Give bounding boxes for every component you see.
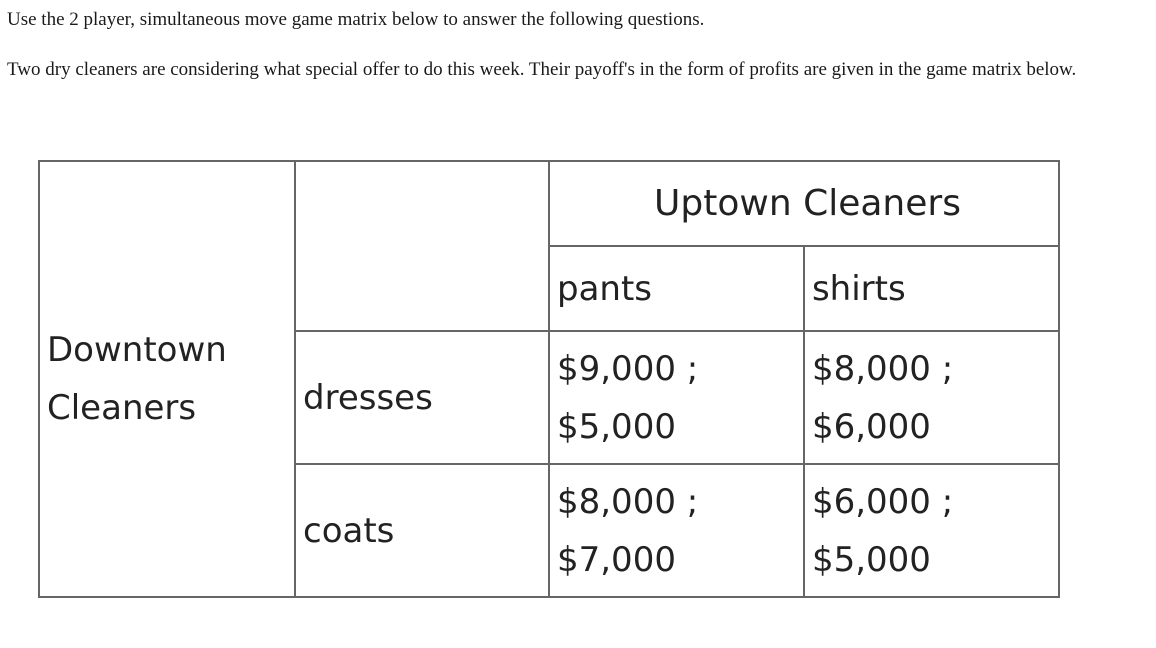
empty-corner-cell bbox=[295, 161, 549, 331]
row-player-label-line1: Downtown bbox=[47, 330, 227, 370]
payoff-downtown: $8,000 ; bbox=[556, 481, 699, 522]
payoff-downtown: $8,000 ; bbox=[811, 348, 954, 389]
row-strategy-dresses: dresses bbox=[295, 331, 549, 464]
payoff-downtown: $6,000 ; bbox=[811, 481, 954, 522]
payoff-uptown: $5,000 bbox=[556, 406, 676, 447]
question-intro: Use the 2 player, simultaneous move game matrix below to answer the following questions. bbox=[7, 9, 705, 30]
payoff-uptown: $5,000 bbox=[811, 539, 931, 580]
payoff-cell-coats-shirts bbox=[804, 464, 1059, 597]
row-strategy-coats: coats bbox=[295, 464, 549, 597]
row-player-cell bbox=[39, 161, 295, 597]
column-player-label: Uptown Cleaners bbox=[549, 161, 1059, 246]
matrix-header-row bbox=[39, 161, 1059, 246]
payoff-cell-dresses-shirts bbox=[804, 331, 1059, 464]
column-strategy-shirts: shirts bbox=[804, 246, 1059, 331]
payoff-downtown: $9,000 ; bbox=[556, 348, 699, 389]
payoff-uptown: $7,000 bbox=[556, 539, 676, 580]
column-strategy-pants: pants bbox=[549, 246, 804, 331]
payoff-cell-coats-pants bbox=[549, 464, 804, 597]
payoff-uptown: $6,000 bbox=[811, 406, 931, 447]
game-matrix bbox=[38, 160, 1060, 598]
row-player-label-line2: Cleaners bbox=[47, 388, 197, 428]
question-description: Two dry cleaners are considering what special offer to do this week. Their payoff's in the form of profits are given in the game matrix below. bbox=[7, 59, 1077, 80]
payoff-cell-dresses-pants bbox=[549, 331, 804, 464]
